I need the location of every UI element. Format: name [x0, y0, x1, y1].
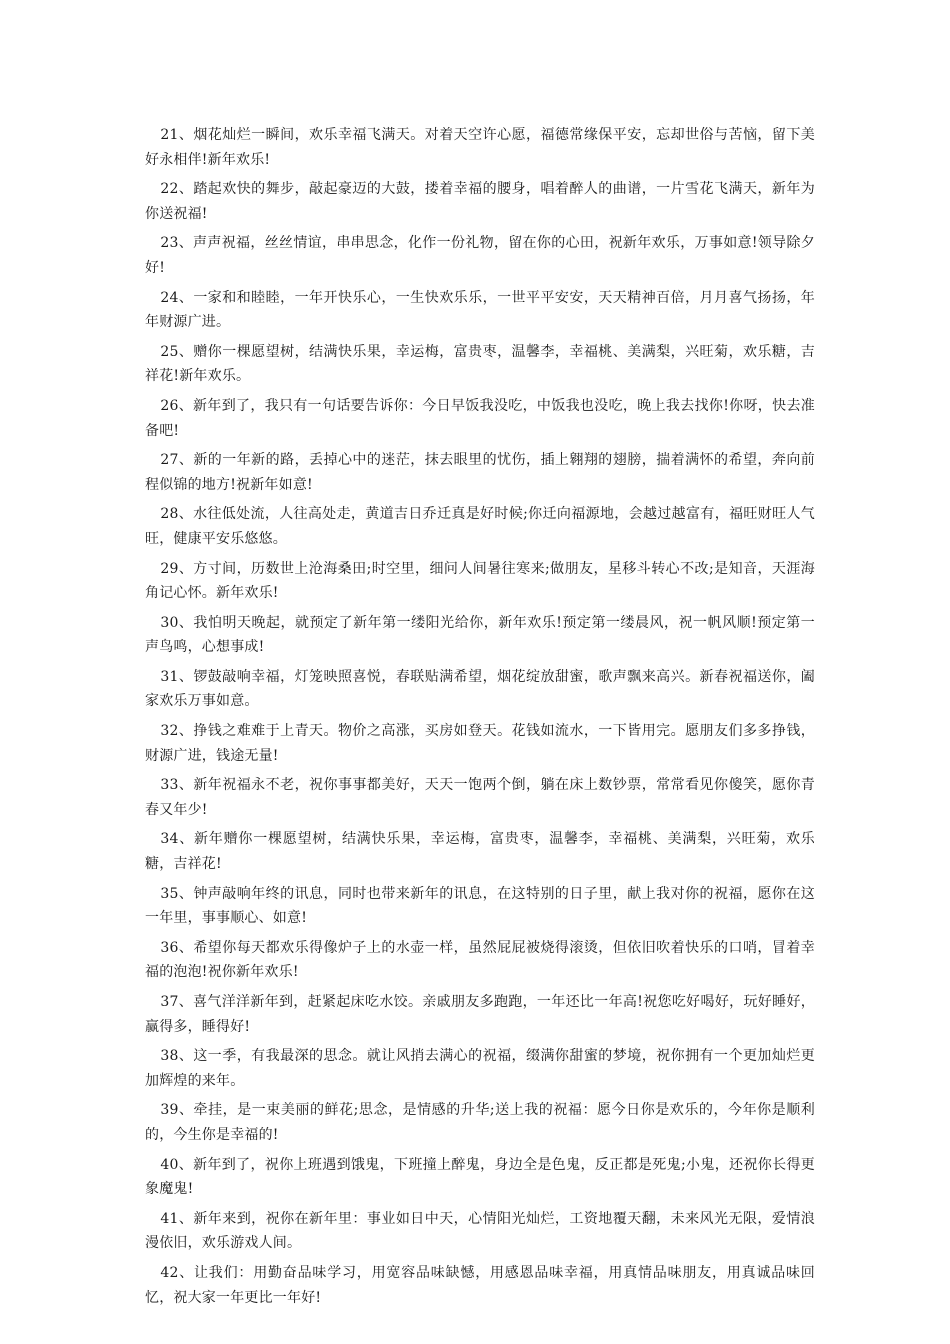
greeting-entry-38: 38、这一季，有我最深的思念。就让风捎去满心的祝福，缀满你甜蜜的梦境，祝你拥有一个更加灿烂更加辉煌的来年。	[145, 1048, 815, 1089]
greeting-entry-37: 37、喜气洋洋新年到，赶紧起床吃水饺。亲戚朋友多跑跑，一年还比一年高!祝您吃好喝好，玩好睡好，赢得多，睡得好!	[145, 994, 815, 1035]
document-page	[145, 123, 815, 1315]
greeting-entry-39: 39、牵挂，是一束美丽的鲜花;思念，是情感的升华;送上我的祝福：愿今日你是欢乐的，今年你是顺利的，今生你是幸福的!	[145, 1102, 815, 1143]
greeting-entry-23: 23、声声祝福，丝丝情谊，串串思念，化作一份礼物，留在你的心田，祝新年欢乐，万事如意!领导除夕好!	[145, 235, 815, 276]
greeting-entry-35: 35、钟声敲响年终的讯息，同时也带来新年的讯息，在这特别的日子里，献上我对你的祝福，愿你在这一年里，事事顺心、如意!	[145, 885, 815, 927]
greeting-entry-42: 42、让我们：用勤奋品味学习，用宽容品味缺憾，用感恩品味幸福，用真情品味朋友，用真诚品味回忆，祝大家一年更比一年好!	[145, 1264, 815, 1306]
greeting-entry-28: 28、水往低处流，人往高处走，黄道吉日乔迁真是好时候;你迁向福源地，会越过越富有，福旺财旺人气旺，健康平安乐悠悠。	[145, 506, 815, 547]
greeting-entry-40: 40、新年到了，祝你上班遇到饿鬼，下班撞上醉鬼，身边全是色鬼，反正都是死鬼;小鬼，还祝你长得更象魔鬼!	[145, 1156, 815, 1198]
greeting-entry-41: 41、新年来到，祝你在新年里：事业如日中天，心情阳光灿烂，工资地覆天翻，未来风光无限，爱情浪漫依旧，欢乐游戏人间。	[145, 1210, 815, 1252]
greeting-entry-34: 34、新年赠你一棵愿望树，结满快乐果，幸运梅，富贵枣，温馨李，幸福桃、美满梨，兴旺菊，欢乐糖，吉祥花!	[145, 831, 815, 873]
greeting-entry-29: 29、方寸间，历数世上沧海桑田;时空里，细问人间暑往寒来;做朋友，星移斗转心不改;是知音，天涯海角记心怀。新年欢乐!	[145, 560, 815, 602]
greeting-entry-36: 36、希望你每天都欢乐得像炉子上的水壶一样，虽然屁屁被烧得滚烫，但依旧吹着快乐的口哨，冒着幸福的泡泡!祝你新年欢乐!	[145, 939, 815, 981]
greeting-entry-27: 27、新的一年新的路，丢掉心中的迷茫，抹去眼里的忧伤，插上翱翔的翅膀，揣着满怀的希望，奔向前程似锦的地方!祝新年如意!	[145, 452, 815, 493]
greeting-entry-22: 22、踏起欢快的舞步，敲起豪迈的大鼓，搂着幸福的腰身，唱着醉人的曲谱，一片雪花飞满天，新年为你送祝福!	[145, 181, 815, 222]
greeting-entry-32: 32、挣钱之难难于上青天。物价之高涨，买房如登天。花钱如流水，一下皆用完。愿朋友们多多挣钱，财源广进，钱途无量!	[145, 723, 815, 764]
greeting-entry-21: 21、烟花灿烂一瞬间，欢乐幸福飞满天。对着天空许心愿，福德常缘保平安，忘却世俗与苦恼，留下美好永相伴!新年欢乐!	[145, 127, 815, 168]
greeting-entry-26: 26、新年到了，我只有一句话要告诉你：今日早饭我没吃，中饭我也没吃，晚上我去找你!你呀，快去准备吧!	[145, 397, 815, 439]
greeting-entry-24: 24、一家和和睦睦，一年开快乐心，一生快欢乐乐，一世平平安安，天天精神百倍，月月喜气扬扬，年年财源广进。	[145, 289, 815, 331]
greeting-entry-25: 25、赠你一棵愿望树，结满快乐果，幸运梅，富贵枣，温馨李，幸福桃、美满梨，兴旺菊，欢乐糖，吉祥花!新年欢乐。	[145, 343, 815, 385]
greeting-entry-31: 31、锣鼓敲响幸福，灯笼映照喜悦，春联贴满希望，烟花绽放甜蜜，歌声飘来高兴。新春祝福送你，阖家欢乐万事如意。	[145, 668, 815, 710]
greeting-entry-30: 30、我怕明天晚起，就预定了新年第一缕阳光给你，新年欢乐!预定第一缕晨风，祝一帆风顺!预定第一声鸟鸣，心想事成!	[145, 614, 815, 656]
greeting-entry-33: 33、新年祝福永不老，祝你事事都美好，天天一饱两个倒，躺在床上数钞票，常常看见你傻笑，愿你青春又年少!	[145, 777, 815, 818]
